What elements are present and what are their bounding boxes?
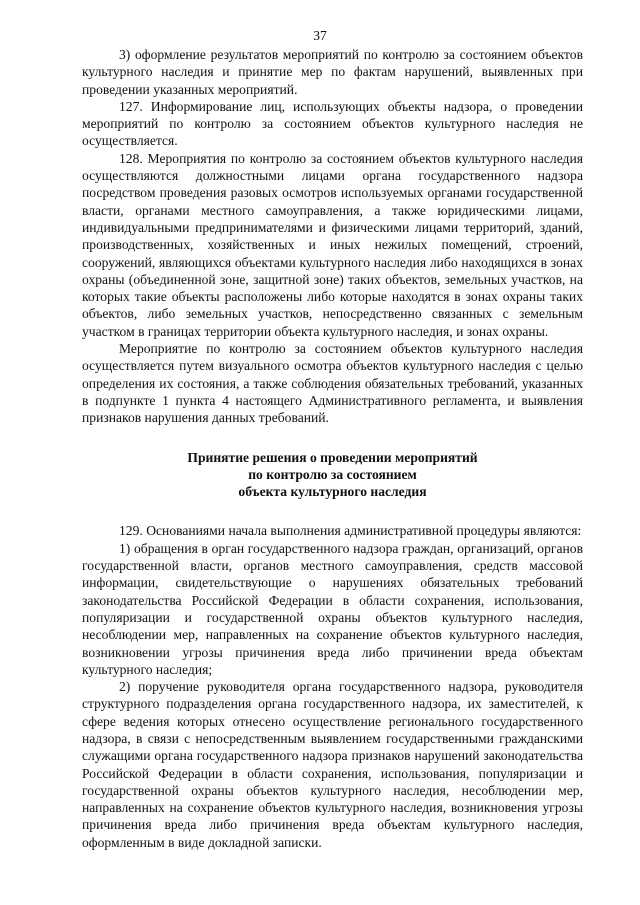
section-heading bbox=[82, 449, 583, 501]
page-number: 37 bbox=[313, 28, 327, 43]
paragraph-item-3: 3) оформление результатов мероприятий по контролю за состоянием объектов культурного наследия и принятие мер по фактам нарушений, выявленных при проведении указанных мероприятий. bbox=[82, 47, 583, 97]
paragraph-127: 127. Информирование лиц, использующих объекты надзора, о проведении мероприятий по контролю за состоянием объектов культурного наследия не осуществляется. bbox=[82, 98, 583, 149]
paragraph-129: 129. Основаниями начала выполнения административной процедуры являются: bbox=[119, 523, 582, 539]
paragraph-129-item-2: 2) поручение руководителя органа государственного надзора, руководителя структурного подразделения органа государственного надзора, их заместителей, к сфере ведения которых отнесено осуществление регионального государственного надзора, в связи с непосредственным выявлением государственными гражданскими служащими органа государственного надзора признаков нарушений законодательства Российской Федерации в области сохранения, использования, популяризации и государственной охраны объектов культурного наследия, несоблюдении мер, направленных на сохранение объектов культурного наследия, возникновения угрозы причинения вреда либо причинения вреда объектам культурного наследия, оформленным в виде докладной записки. bbox=[82, 679, 583, 850]
section-heading-line-3: объекта культурного наследия bbox=[238, 484, 427, 500]
section-heading-line-2: по контролю за состоянием bbox=[248, 466, 417, 482]
section-heading-line-1: Принятие решения о проведении мероприятий bbox=[187, 449, 478, 465]
document-body bbox=[82, 46, 583, 851]
paragraph-128-continued: Мероприятие по контролю за состоянием объектов культурного наследия осуществляется путем визуального осмотра объектов культурного наследия с целью определения их состояния, а также соблюдения обязательных требований, указанных в подпункте 1 пункта 4 настоящего Административного регламента, и выявления признаков нарушения данных требований. bbox=[82, 341, 583, 426]
paragraph-128: 128. Мероприятия по контролю за состоянием объектов культурного наследия осуществляются должностными лицами органа государственного надзора посредством проведения разовых осмотров используемых органами государственной власти, органами местного самоуправления, а также юридическими лицами, индивидуальными предпринимателями и физическими лицами территорий, зданий, производственных, хозяйственных и иных нежилых помещений, строений, сооружений, являющихся объектами культурного наследия либо находящихся в зонах охраны (объединенной зоне, защитной зоне) таких объектов, земельных участков, на которых такие объекты расположены либо которые находятся в зонах охраны таких объектов, либо земельных участков, непосредственно связанных с земельным участком в границах территории объекта культурного наследия, и зонах охраны. bbox=[82, 150, 583, 339]
paragraph-129-item-1: 1) обращения в орган государственного надзора граждан, организаций, органов государственной власти, органов местного самоуправления, средств массовой информации, свидетельствующие о нарушениях обязательных требований законодательства Российской Федерации в области сохранения, использования, популяризации и государственной охраны объектов культурного наследия, несоблюдении мер, направленных на сохранение объектов культурного наследия, возникновении угрозы причинения вреда либо причинении вреда объектам культурного наследия; bbox=[82, 540, 583, 677]
